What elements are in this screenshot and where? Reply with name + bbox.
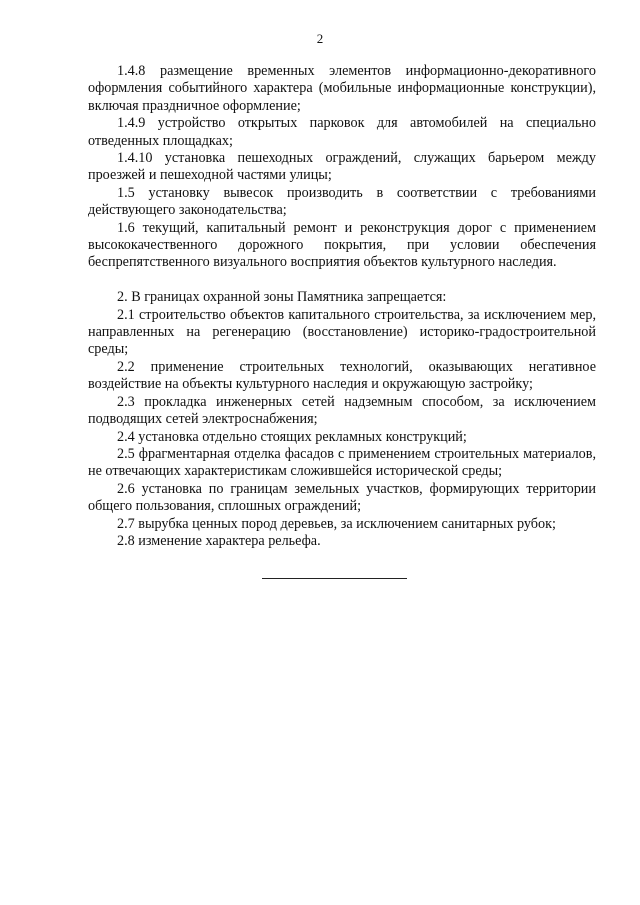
- paragraph-2-5: 2.5 фрагментарная отделка фасадов с применением строительных материалов, не отвечающих характеристикам сложившейся исторической среды;: [88, 445, 596, 480]
- page-number: 2: [316, 31, 324, 46]
- paragraph-2-2: 2.2 применение строительных технологий, оказывающих негативное воздействие на объекты культурного наследия и окружающую застройку;: [88, 358, 596, 393]
- section-2-heading: 2. В границах охранной зоны Памятника запрещается:: [117, 289, 447, 306]
- paragraph-1-5: 1.5 установку вывесок производить в соответствии с требованиями действующего законодательства;: [88, 184, 596, 219]
- paragraph-2-4: 2.4 установка отдельно стоящих рекламных конструкций;: [117, 428, 467, 445]
- paragraph-gap: [88, 272, 596, 289]
- paragraph-2-7: 2.7 вырубка ценных пород деревьев, за исключением санитарных рубок;: [117, 515, 556, 532]
- paragraph-1-6: 1.6 текущий, капитальный ремонт и реконструкция дорог с применением высококачественного дорожного покрытия, при условии обеспечения беспрепятственного визуального восприятия объектов культурного наследия.: [88, 219, 596, 271]
- paragraph-2-1: 2.1 строительство объектов капитального строительства, за исключением мер, направленных на регенерацию (восстановление) историко-градостроительной среды;: [88, 306, 596, 358]
- document-body: [88, 63, 596, 550]
- paragraph-2-3: 2.3 прокладка инженерных сетей надземным способом, за исключением подводящих сетей электроснабжения;: [88, 393, 596, 428]
- end-of-document-line: [262, 578, 407, 579]
- paragraph-1-4-10: 1.4.10 установка пешеходных ограждений, служащих барьером между проезжей и пешеходной частями улицы;: [88, 150, 596, 184]
- paragraph-2-6: 2.6 установка по границам земельных участков, формирующих территории общего пользования, сплошных ограждений;: [88, 480, 596, 515]
- paragraph-1-4-8: 1.4.8 размещение временных элементов информационно-декоративного оформления событийного характера (мобильные информационные конструкции), включая праздничное оформление;: [88, 63, 596, 114]
- paragraph-1-4-9: 1.4.9 устройство открытых парковок для автомобилей на специально отведенных площадках;: [88, 115, 596, 149]
- paragraph-2-8: 2.8 изменение характера рельефа.: [117, 532, 321, 549]
